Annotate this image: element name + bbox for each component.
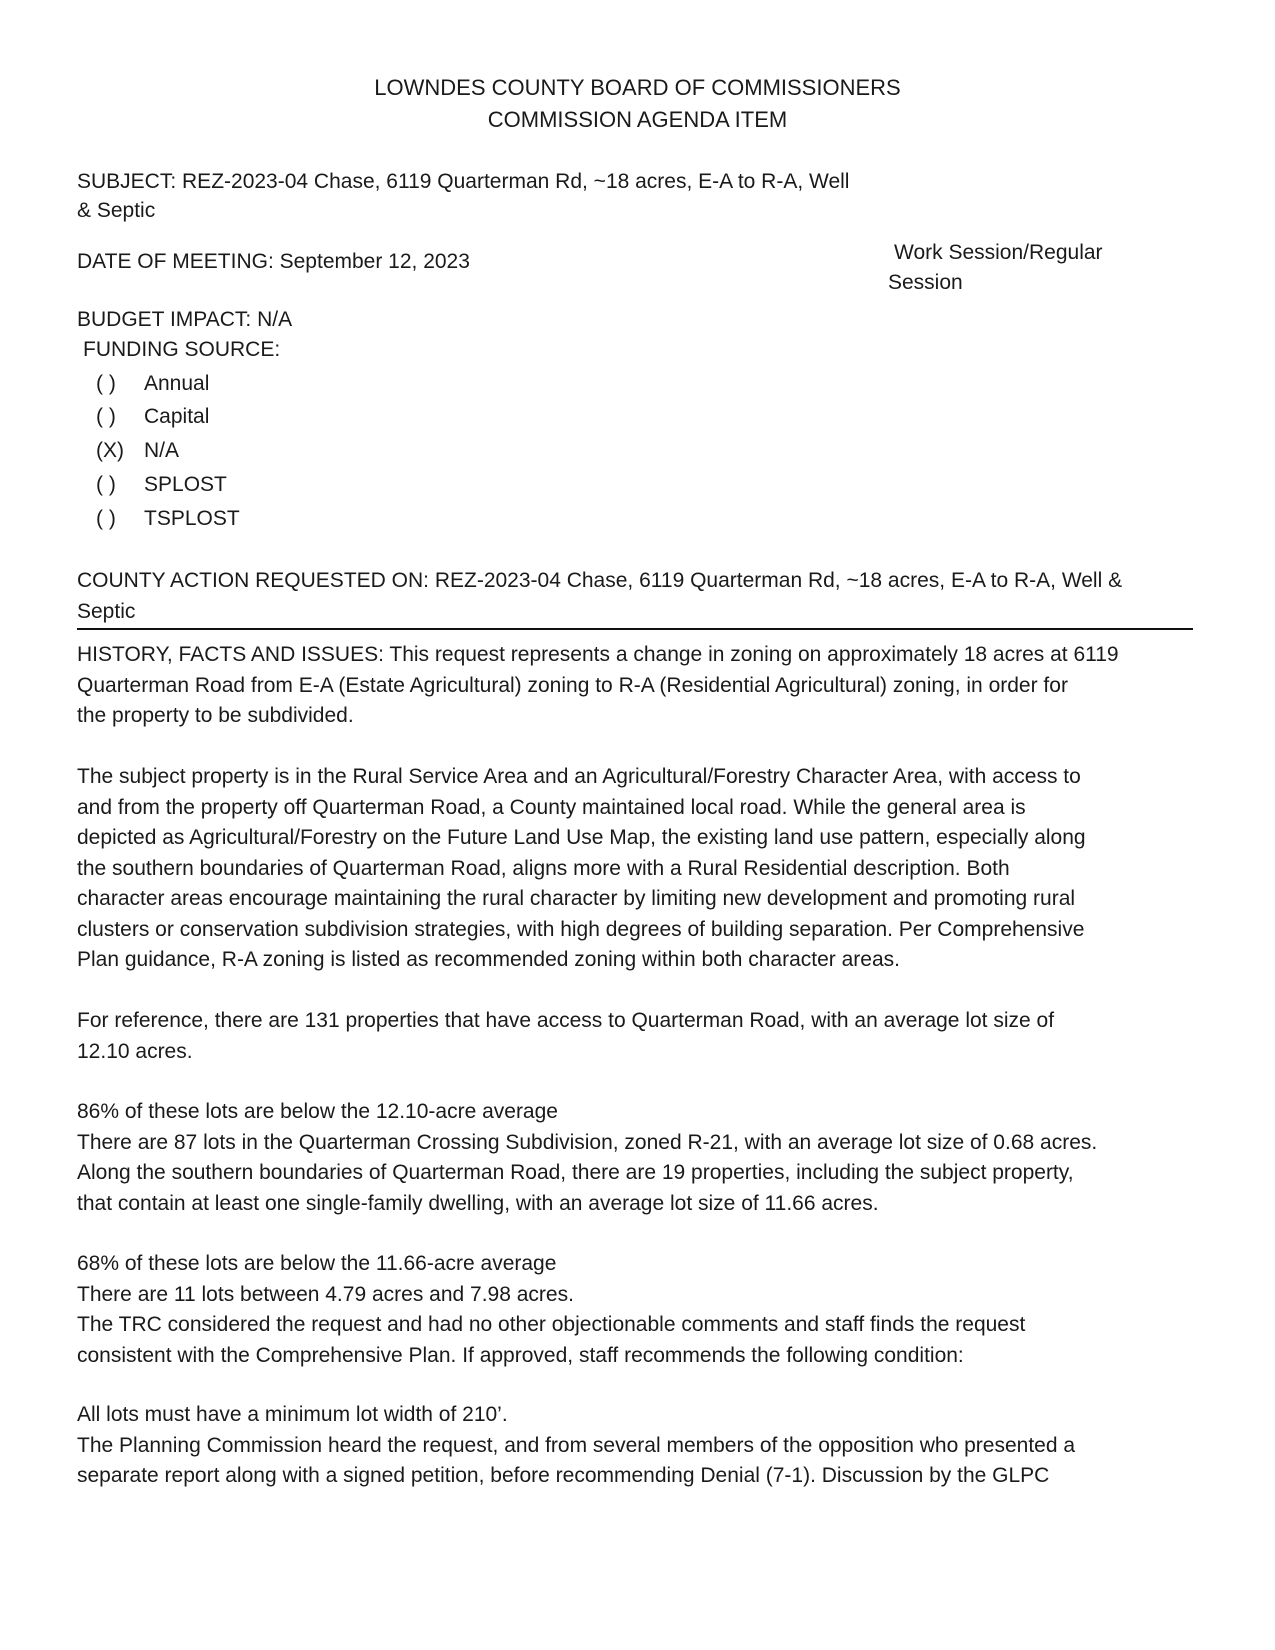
text-line: The TRC considered the request and had no other objectionable comments and staff finds the request [77, 1313, 1026, 1336]
history-paragraph-2 [77, 762, 1207, 976]
funding-checkbox: (X) [96, 439, 124, 462]
text-line: All lots must have a minimum lot width of 210’. [77, 1403, 508, 1426]
funding-checkbox: ( ) [96, 372, 116, 395]
funding-label: Annual [144, 372, 210, 395]
text-line: HISTORY, FACTS AND ISSUES: This request represents a change in zoning on approximately 18 acres at 6119 [77, 643, 1119, 666]
funding-source-item [96, 369, 209, 399]
text-line: There are 11 lots between 4.79 acres and 7.98 acres. [77, 1282, 574, 1306]
funding-source-item [96, 436, 179, 466]
text-line: and from the property off Quarterman Road, a County maintained local road. While the general area is [77, 795, 1026, 819]
text-line: the southern boundaries of Quarterman Road, aligns more with a Rural Residential description. Both [77, 856, 1010, 880]
funding-label: Capital [144, 405, 210, 428]
text-line: that contain at least one single-family dwelling, with an average lot size of 11.66 acres. [77, 1191, 879, 1215]
meeting-date: DATE OF MEETING: September 12, 2023 [77, 250, 470, 273]
text-line: the property to be subdivided. [77, 704, 354, 727]
history-paragraph-5 [77, 1249, 1207, 1371]
text-line: 12.10 acres. [77, 1039, 193, 1063]
text-line: The Planning Commission heard the request, and from several members of the opposition who presented a [77, 1433, 1076, 1457]
funding-checkbox: ( ) [96, 405, 116, 428]
history-paragraph-6 [77, 1400, 1207, 1492]
funding-source-item [96, 402, 209, 432]
funding-label: TSPLOST [144, 507, 240, 530]
funding-source-label: FUNDING SOURCE: [83, 338, 281, 361]
funding-source-item [96, 470, 227, 500]
history-paragraph-1 [77, 640, 1207, 732]
session-type-line-1: Work Session/Regular [894, 241, 1103, 264]
text-line: consistent with the Comprehensive Plan. If approved, staff recommends the following condition: [77, 1343, 964, 1367]
funding-checkbox: ( ) [96, 473, 116, 496]
document-subtitle: COMMISSION AGENDA ITEM [487, 107, 788, 132]
subject-line-2: & Septic [77, 199, 156, 222]
action-line-1: COUNTY ACTION REQUESTED ON: REZ-2023-04 Chase, 6119 Quarterman Rd, ~18 acres, E-A to R-A, Well & [77, 569, 1123, 592]
section-divider [77, 628, 1193, 630]
history-paragraph-3 [77, 1006, 1207, 1067]
text-line: The subject property is in the Rural Service Area and an Agricultural/Forestry Character Area, with access to [77, 765, 1081, 788]
text-line: separate report along with a signed petition, before recommending Denial (7-1). Discussion by the GLPC [77, 1464, 1050, 1487]
text-line: character areas encourage maintaining the rural character by limiting new development and promoting rural [77, 887, 1076, 910]
action-line-2: Septic [77, 600, 136, 623]
text-line: For reference, there are 131 properties that have access to Quarterman Road, with an average lot size of [77, 1009, 1055, 1032]
text-line: clusters or conservation subdivision strategies, with high degrees of building separation. Per Comprehensive [77, 917, 1085, 941]
text-line: 86% of these lots are below the 12.10-acre average [77, 1100, 558, 1123]
funding-source-item [96, 504, 240, 534]
text-line: Plan guidance, R-A zoning is listed as recommended zoning within both character areas. [77, 948, 900, 971]
text-line: depicted as Agricultural/Forestry on the Future Land Use Map, the existing land use pattern, especially along [77, 826, 1086, 849]
history-paragraph-4 [77, 1097, 1207, 1219]
document-title: LOWNDES COUNTY BOARD OF COMMISSIONERS [374, 75, 901, 100]
funding-label: SPLOST [144, 473, 227, 496]
funding-label: N/A [144, 439, 180, 462]
subject-line-1: SUBJECT: REZ-2023-04 Chase, 6119 Quarterman Rd, ~18 acres, E-A to R-A, Well [77, 170, 850, 193]
text-line: Along the southern boundaries of Quarterman Road, there are 19 properties, including the subject property, [77, 1161, 1074, 1184]
text-line: Quarterman Road from E-A (Estate Agricultural) zoning to R-A (Residential Agricultural) zoning, in order for [77, 673, 1068, 697]
funding-checkbox: ( ) [96, 507, 116, 530]
text-line: 68% of these lots are below the 11.66-acre average [77, 1252, 557, 1275]
session-type-line-2: Session [888, 271, 963, 294]
text-line: There are 87 lots in the Quarterman Crossing Subdivision, zoned R-21, with an average lot size of 0.68 acres. [77, 1130, 1098, 1154]
budget-impact: BUDGET IMPACT: N/A [77, 308, 293, 331]
